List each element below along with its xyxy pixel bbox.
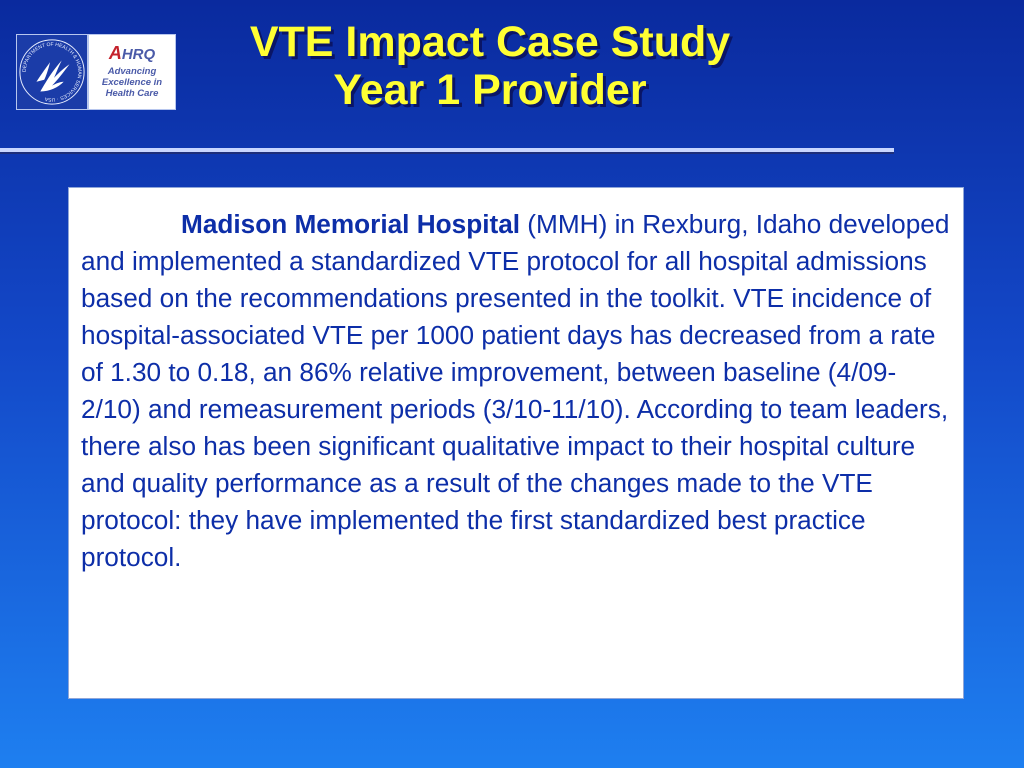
ahrq-tagline <box>89 66 175 99</box>
title-divider <box>0 148 894 152</box>
ahrq-tagline-line3: Health Care <box>105 88 159 99</box>
case-study-paragraph <box>81 206 953 576</box>
hhs-seal-logo <box>16 34 88 110</box>
hhs-seal-text: DEPARTMENT OF HEALTH & HUMAN SERVICES · USA <box>21 41 83 103</box>
slide-title-line1: VTE Impact Case Study <box>249 18 731 66</box>
slide-title <box>190 18 790 114</box>
ahrq-wordmark-initial: A <box>108 43 122 63</box>
ahrq-logo <box>88 34 176 110</box>
slide-title-line2: Year 1 Provider <box>333 66 647 114</box>
organization-name: Madison Memorial Hospital <box>181 209 521 239</box>
case-study-textbox <box>68 187 964 699</box>
ahrq-tagline-line2: Excellence in <box>101 77 163 88</box>
hhs-eagle-icon <box>17 35 87 109</box>
ahrq-wordmark-rest: HRQ <box>121 46 156 63</box>
ahrq-tagline-line1: Advancing <box>107 66 157 77</box>
case-study-text: (MMH) in Rexburg, Idaho developed and implemented a standardized VTE protocol for all hospital admissions based on the recommendations presented in the toolkit. VTE incidence of hospital-associated VTE per 1000 patient days has decreased from a rate of 1.30 to 0.18, an 86% relative improvement, between baseline (4/09-2/10) and remeasurement periods (3/10-11/10). According to team leaders, there also has been significant qualitative impact to their hospital culture and quality performance as a result of the changes made to the VTE protocol: they have implemented the first standardized best practice protocol. <box>81 209 950 572</box>
svg-text:DEPARTMENT OF HEALTH & HUMAN S <box>22 42 83 103</box>
ahrq-wordmark <box>89 45 175 63</box>
